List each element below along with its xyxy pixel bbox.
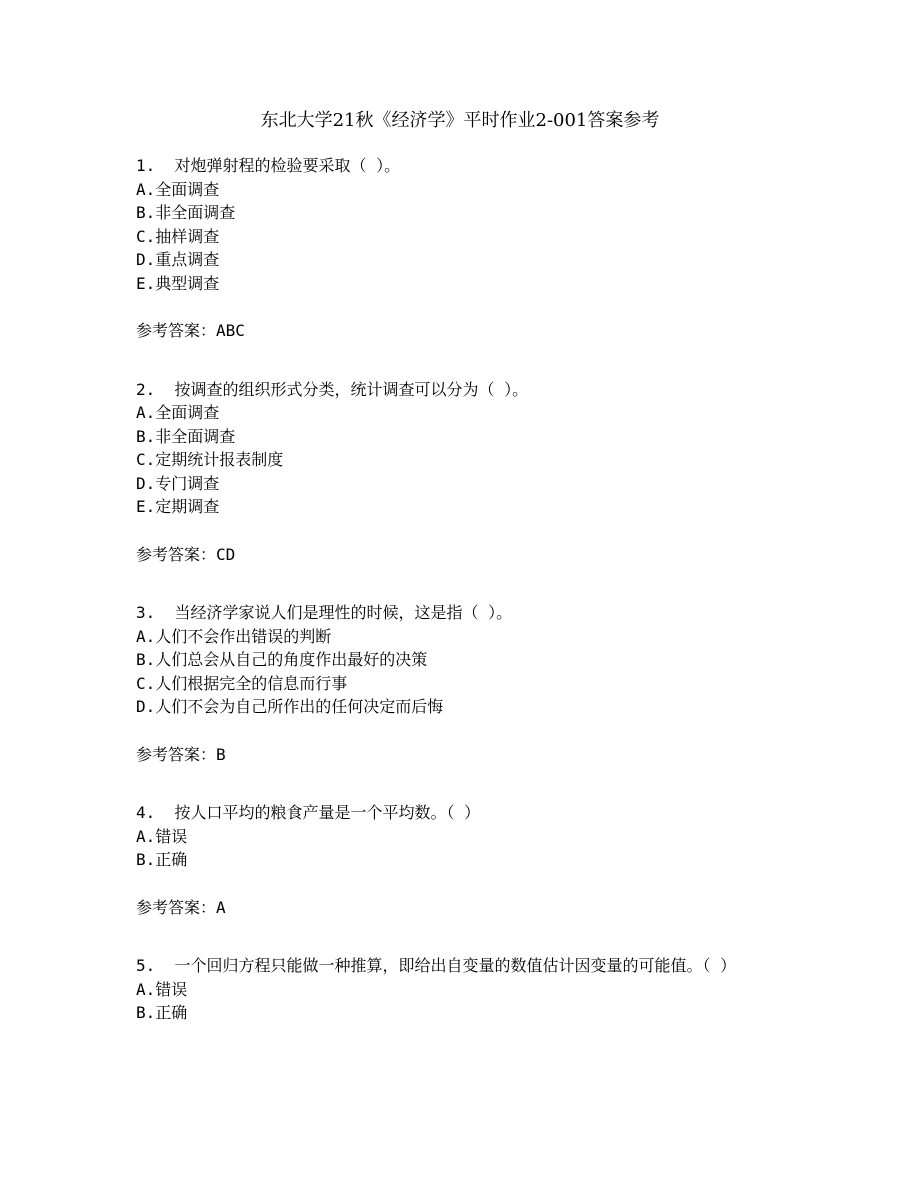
question-2 <box>136 378 796 567</box>
option-a: A.全面调查 <box>136 179 220 199</box>
question-text: 按调查的组织形式分类，统计调查可以分为（ ）。 <box>174 379 529 399</box>
question-text: 当经济学家说人们是理性的时候，这是指（ ）。 <box>174 603 513 622</box>
document-title: 东北大学21秋《经济学》平时作业2-001答案参考 <box>260 110 660 131</box>
question-stem <box>136 154 796 178</box>
answer-value: B <box>216 744 226 764</box>
option-a: A.全面调查 <box>136 403 220 422</box>
question-stem <box>136 801 796 825</box>
option-c: C.抽样调查 <box>136 226 220 246</box>
question-number: 2. <box>136 379 156 399</box>
option-a: A.错误 <box>136 979 188 999</box>
answer-line <box>136 743 796 767</box>
question-text: 按人口平均的粮食产量是一个平均数。（ ） <box>174 803 481 822</box>
question-1 <box>136 154 796 343</box>
answer-line <box>136 543 796 567</box>
question-number: 4. <box>136 803 156 822</box>
question-stem <box>136 601 796 625</box>
answer-line <box>136 896 796 920</box>
question-5 <box>136 954 796 1025</box>
question-number: 3. <box>136 603 156 622</box>
answer-label: 参考答案： <box>136 744 217 764</box>
question-number: 1. <box>136 156 156 175</box>
answer-line <box>136 319 796 343</box>
question-stem <box>136 954 796 978</box>
option-d: D.人们不会为自己所作出的任何决定而后悔 <box>136 697 444 716</box>
option-c: C.定期统计报表制度 <box>136 450 284 469</box>
question-list <box>136 154 796 1060</box>
question-stem <box>136 378 796 402</box>
question-4 <box>136 801 796 919</box>
option-d: D.重点调查 <box>136 250 220 269</box>
question-text: 对炮弹射程的检验要采取（ ）。 <box>174 156 401 175</box>
answer-value: CD <box>216 544 236 564</box>
option-e: E.典型调查 <box>136 273 220 293</box>
option-a: A.错误 <box>136 826 188 846</box>
answer-value: A <box>216 897 226 917</box>
option-b: B.非全面调查 <box>136 203 236 222</box>
option-c: C.人们根据完全的信息而行事 <box>136 673 348 693</box>
option-b: B.非全面调查 <box>136 426 236 446</box>
option-a: A.人们不会作出错误的判断 <box>136 626 332 646</box>
answer-value: ABC <box>216 321 245 340</box>
option-b: B.人们总会从自己的角度作出最好的决策 <box>136 650 428 669</box>
answer-label: 参考答案： <box>136 544 217 564</box>
question-text: 一个回归方程只能做一种推算，即给出自变量的数值估计因变量的可能值。（ ） <box>174 956 737 975</box>
answer-label: 参考答案： <box>136 897 217 917</box>
question-3 <box>136 601 796 766</box>
option-b: B.正确 <box>136 850 188 869</box>
question-number: 5. <box>136 956 156 975</box>
option-d: D.专门调查 <box>136 473 220 493</box>
answer-label: 参考答案： <box>136 321 217 340</box>
option-e: E.定期调查 <box>136 497 220 516</box>
option-b: B.正确 <box>136 1003 188 1022</box>
